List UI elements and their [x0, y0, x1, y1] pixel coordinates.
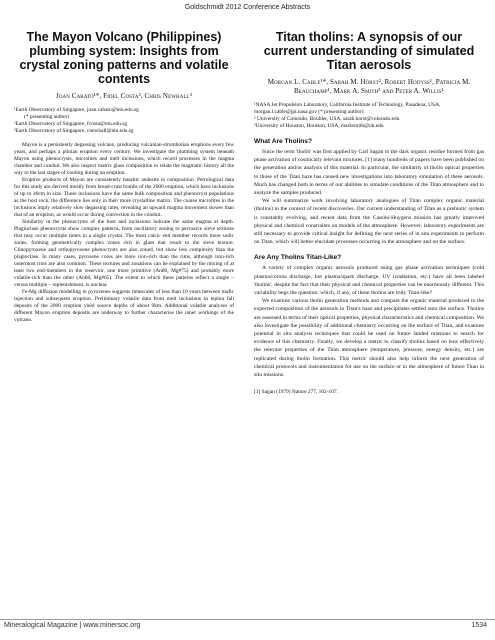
- page-number: 1534: [471, 622, 487, 629]
- right-paragraph: Since the term 'tholin' was first applied by Carl Sagan to the dark organic residue formed from gas phase activation of cosmically relevant mixtures, [1] many hundreds of papers have been published on the generation and/or analysis of this material. In particular, the similarity of tholin optical properties to those of the Titan haze has caused new investigations into laboratory simulation of these aerosols. Much has changed both in terms of our abilities to simulate conditions of the Titan atmosphere and to analyze the samples produced.: [254, 149, 484, 197]
- left-paragraph: Similarity in the phenocrysts of the host and inclusions indicate the same magma at depth. Plagioclase phenocrysts show complex patterns, from oscillatory zoning to pervasive sieve textures that may occur multiple times in a single crystal. The most calcic end member records more sodic zones, forming geometrically complex zones rich in glass that result to the sieve texture. Clinopyroxene and orthopyroxene phenocrysts are also zoned, but show less complexity than the plagioclase. In many cases, pyroxene cores are more iron-rich than the rims, although iron-rich outermost rims are also common. These textures and zonations can be explained by the mixing of at least two end-members in the reservoir, one more primitive (An80, Mg#75) and probably more volatile-rich than the other (An60, Mg#65). The extent to which these patterns reflect a single – versus multiple – replenishment, is unclear.: [14, 219, 234, 288]
- right-abstract-authors: Morgan L. Cable¹*, Sarah M. Hörst², Robert Hodyss¹, Patricia M. Beauchamp¹, Mark A. Smith³ and Peter A. Willis¹: [267, 78, 471, 95]
- page-footer: [0, 619, 495, 634]
- right-affiliation-2: ² University of Colorado, Boulder, USA, sarah.horst@colorado.edu: [254, 116, 400, 122]
- left-paragraph: Eruptive products of Mayon are consistently basaltic andesite in composition. Petrological data for this study are derived mostly from bread-crust bombs of the 2000 eruption, which have inclusions of up to 40cm in size. These inclusions have the same bulk composition and phenocryst populations as the host rock, the difference lies only in their more crystalline matrix. The coarse microlites in the inclusions imply relatively slow degassing rates, revealing an upward magma movement slower than that of an eruption, as would occur during convection in the conduit.: [14, 177, 234, 218]
- left-abstract-title: The Mayon Volcano (Philippines) plumbing system: Insights from crystal zoning patterns and volatile contents: [19, 30, 229, 86]
- right-abstract: [254, 22, 484, 396]
- left-abstract-body: [14, 142, 234, 324]
- right-affiliation-1[interactable]: ¹NASA Jet Propulsion Laboratory, California Institute of Technology, Pasadena, USA, morgan.l.cable@jpl.nasa.gov (* presenting author): [254, 102, 441, 115]
- right-abstract-title: Titan tholins: A synopsis of our current understanding of simulated Titan aerosols: [263, 30, 475, 72]
- left-presenting-note: (* presenting author): [24, 114, 70, 120]
- left-paragraph: Mayon is a persistently degassing volcano, producing vulcanian-strombolian eruptions every few years, and perhaps a plinian eruption every century. We investigate the plumbing system beneath Mayon using phenocrysts, microlites and melt inclusions, which record processes in the magma chamber and conduit. We also inspect matrix glass composition to relate the magmatic history all the way to the last stages of cooling during an eruption.: [14, 142, 234, 176]
- left-affiliation-3: ³Earth Observatory of Singapore, cnewhall@ntu.edu.sg: [14, 128, 134, 134]
- right-affiliation-3: ³University of Houston, Houston, USA, marksmith@uh.edu: [254, 123, 384, 129]
- right-paragraph: We examine various tholin generation methods and compare the organic material produced to the expected composition of the aerosols in Titan's haze and precipitates settled onto the surface. Tholins are assessed in terms of their optical properties, physical characteristics and chemical composition. We also investigate the possibility of additional chemistry occurring on the surface of Titan, and examine potential in situ analysis techniques that could be used on future landed missions to search for evidence of this chemistry. Finally, we develop a metric to classify tholins based on how effectively the relevant properties of the Titan atmosphere (temperature, pressure, energy density, etc.) are replicated during tholin formation. This metric should also help inform the next generation of chemical protocols and instrumentation for use on the surface or in the atmosphere of future Titan in situ missions.: [254, 298, 484, 379]
- footer-journal-link[interactable]: Mineralogical Magazine | www.minersoc.org: [4, 622, 141, 629]
- right-paragraph: We will summarize work involving laboratory analogues of Titan complex organic material (tholins) in the context of recent discoveries. Our current understanding of Titan as a prebiotic system is constantly evolving, and recent data from the Cassini-Huygens mission has greatly improved physical and chemical constraints on models of the atmosphere. However, laboratory experiments are still necessary to provide critical insight for defining the next series of in situ experiments to perform on Titan, which will better elucidate processes occurring in the atmosphere and on the surface.: [254, 198, 484, 246]
- left-abstract: [14, 22, 234, 324]
- left-abstract-authors: Joan Cabato¹*, Fidel Costa², Chris Newhall³: [56, 92, 192, 100]
- section-heading-titan-like: Are Any Tholins Titan-Like?: [254, 254, 342, 262]
- conference-header: Goldschmidt 2012 Conference Abstracts: [184, 4, 311, 11]
- left-affiliation-2: ²Earth Observatory of Singapore, fcosta@ntu.edu.sg: [14, 121, 128, 127]
- left-paragraph: Fe-Mg diffusion modelling in pyroxenes suggests timescales of less than 10 years between mafic injection and subsequent eruption. Preliminary volatile data from melt inclusions in tephra fall deposits of the 2000 eruption yield source depths of about 9km. Additional volatile analyses of different Mayon eruption deposits are underway to further characterise the inner workings of the volcano.: [14, 289, 234, 323]
- reference-entry: [1] Sagan (1979) Nature 277, 102-107.: [254, 389, 338, 396]
- right-paragraph: A variety of complex organic aerosols produced using gas phase activation techniques (cold plasma/corona discharge, hot plasma/spark discharge, UV irradiation, etc.) have all been labeled 'tholins', despite the fact that their physical and chemical properties can be enormously different. This variability begs the question: which, if any, of these tholins are truly Titan-like?: [254, 265, 484, 297]
- section-heading-what-are-tholins: What Are Tholins?: [254, 138, 312, 145]
- left-affiliation-1[interactable]: ¹Earth Observatory of Singapore, joan.cabato@ntu.edu.sg: [14, 107, 139, 113]
